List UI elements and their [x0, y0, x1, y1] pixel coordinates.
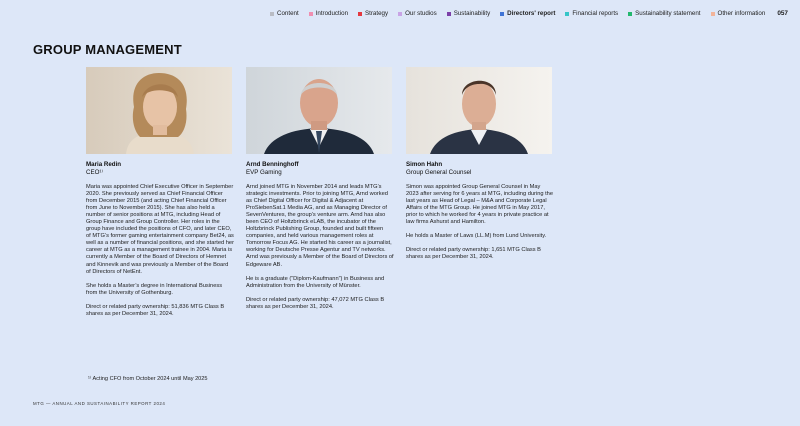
bio-paragraph: Simon was appointed Group General Counsel in May 2023 after serving for 6 years at MTG, including during the last years as Head of Legal – M&A and Corporate Legal Affairs of the MTG Group. He joined MTG in May 2017, prior to which he worked for 4 years in private practice at law firms Ashurst and Hamilton.: [406, 184, 554, 226]
nav-swatch-icon: [309, 12, 313, 16]
person-role: CEO¹⁾: [86, 169, 103, 176]
nav-item-directors-report[interactable]: Directors' report: [500, 10, 555, 17]
nav-swatch-icon: [358, 12, 362, 16]
person-name: Arnd Benninghoff: [246, 161, 299, 168]
person-role: EVP Gaming: [246, 169, 282, 176]
bio-paragraph: Direct or related party ownership: 1,651 MTG Class B shares as per December 31, 2024.: [406, 247, 541, 261]
nav-item-other-information[interactable]: Other information: [711, 10, 766, 17]
portrait-photo: [406, 67, 552, 154]
bio-paragraph: Direct or related party ownership: 51,836 MTG Class B shares as per December 31, 2024.: [86, 303, 225, 317]
top-navigation: [270, 10, 788, 17]
person-bio: [406, 184, 554, 261]
person-card: [86, 67, 234, 325]
nav-item-introduction[interactable]: Introduction: [309, 10, 348, 17]
person-role: Group General Counsel: [406, 169, 472, 176]
nav-swatch-icon: [711, 12, 715, 16]
person-bio: [246, 184, 394, 311]
portrait-photo: [86, 67, 232, 154]
nav-item-sustainability-statement[interactable]: Sustainability statement: [628, 10, 700, 17]
page-title: GROUP MANAGEMENT: [33, 42, 182, 57]
footnote: ¹⁾ Acting CFO from October 2024 until May 2025: [88, 376, 208, 382]
nav-swatch-icon: [628, 12, 632, 16]
portrait-image: [86, 67, 232, 154]
nav-item-financial-reports[interactable]: Financial reports: [565, 10, 618, 17]
nav-item-sustainability[interactable]: Sustainability: [447, 10, 490, 17]
nav-swatch-icon: [565, 12, 569, 16]
nav-swatch-icon: [447, 12, 451, 16]
person-card: [246, 67, 394, 318]
nav-item-content[interactable]: Content: [270, 10, 299, 17]
person-bio: [86, 184, 234, 318]
nav-swatch-icon: [398, 12, 402, 16]
person-name: Simon Hahn: [406, 161, 443, 168]
page-number: 057: [777, 10, 788, 17]
nav-swatch-icon: [500, 12, 504, 16]
bio-paragraph: Arnd joined MTG in November 2014 and leads MTG’s strategic investments. Prior to joining MTG, Arnd worked as Chief Digital Officer for Digital & Adjacent at ProSiebenSat.1 Media AG, and as Managing Director of SevenVentures, the group’s venture arm. Arnd has also been CEO of Holtzbrinck eLAB, the incubator of the Holtzbrinck Publishing Group, founded and built fifteen companies, and held various management roles at Tomorrow Focus AG. He started his career as a journalist, working for Deutsche Presse Agentur and TV networks. Arnd was previously a Member of the Board of Directors of Edgeware AB.: [246, 184, 394, 268]
nav-swatch-icon: [270, 12, 274, 16]
bio-paragraph: Direct or related party ownership: 47,072 MTG Class B shares as per December 31, 2024.: [246, 296, 385, 310]
person-name: Maria Redin: [86, 161, 122, 168]
person-card: [406, 67, 554, 268]
portrait-photo: [246, 67, 392, 154]
portrait-image: [246, 67, 392, 154]
portrait-image: [406, 67, 552, 154]
nav-item-our-studios[interactable]: Our studios: [398, 10, 437, 17]
bio-paragraph: Maria was appointed Chief Executive Officer in September 2020. She previously served as Chief Financial Officer from December 2015 (and acting Chief Financial Officer from June to November 2015). She has also held a number of senior positions at MTG, including Head of Group Finance and Group Controller. Her roles in the group have included the positions of CFO, and later CEO, of MTG’s former gaming entertainment company Bet24, as well as a number of financial positions, and she started her career at MTG as a management trainee in 2004. Maria is currently a Member of the Board of Directors of Hemnet and Kinnevik and was previously a Member of the Board of Directors of NetEnt.: [86, 184, 234, 275]
report-footer: MTG — ANNUAL AND SUSTAINABILITY REPORT 2024: [33, 401, 166, 406]
nav-item-strategy[interactable]: Strategy: [358, 10, 388, 17]
bio-paragraph: He is a graduate (“Diplom-Kaufmann”) in Business and Administration from the University of Münster.: [246, 275, 385, 289]
bio-paragraph: He holds a Master of Laws (LL.M) from Lund University.: [406, 233, 547, 240]
bio-paragraph: She holds a Master’s degree in International Business from the University of Gothenburg.: [86, 282, 223, 296]
